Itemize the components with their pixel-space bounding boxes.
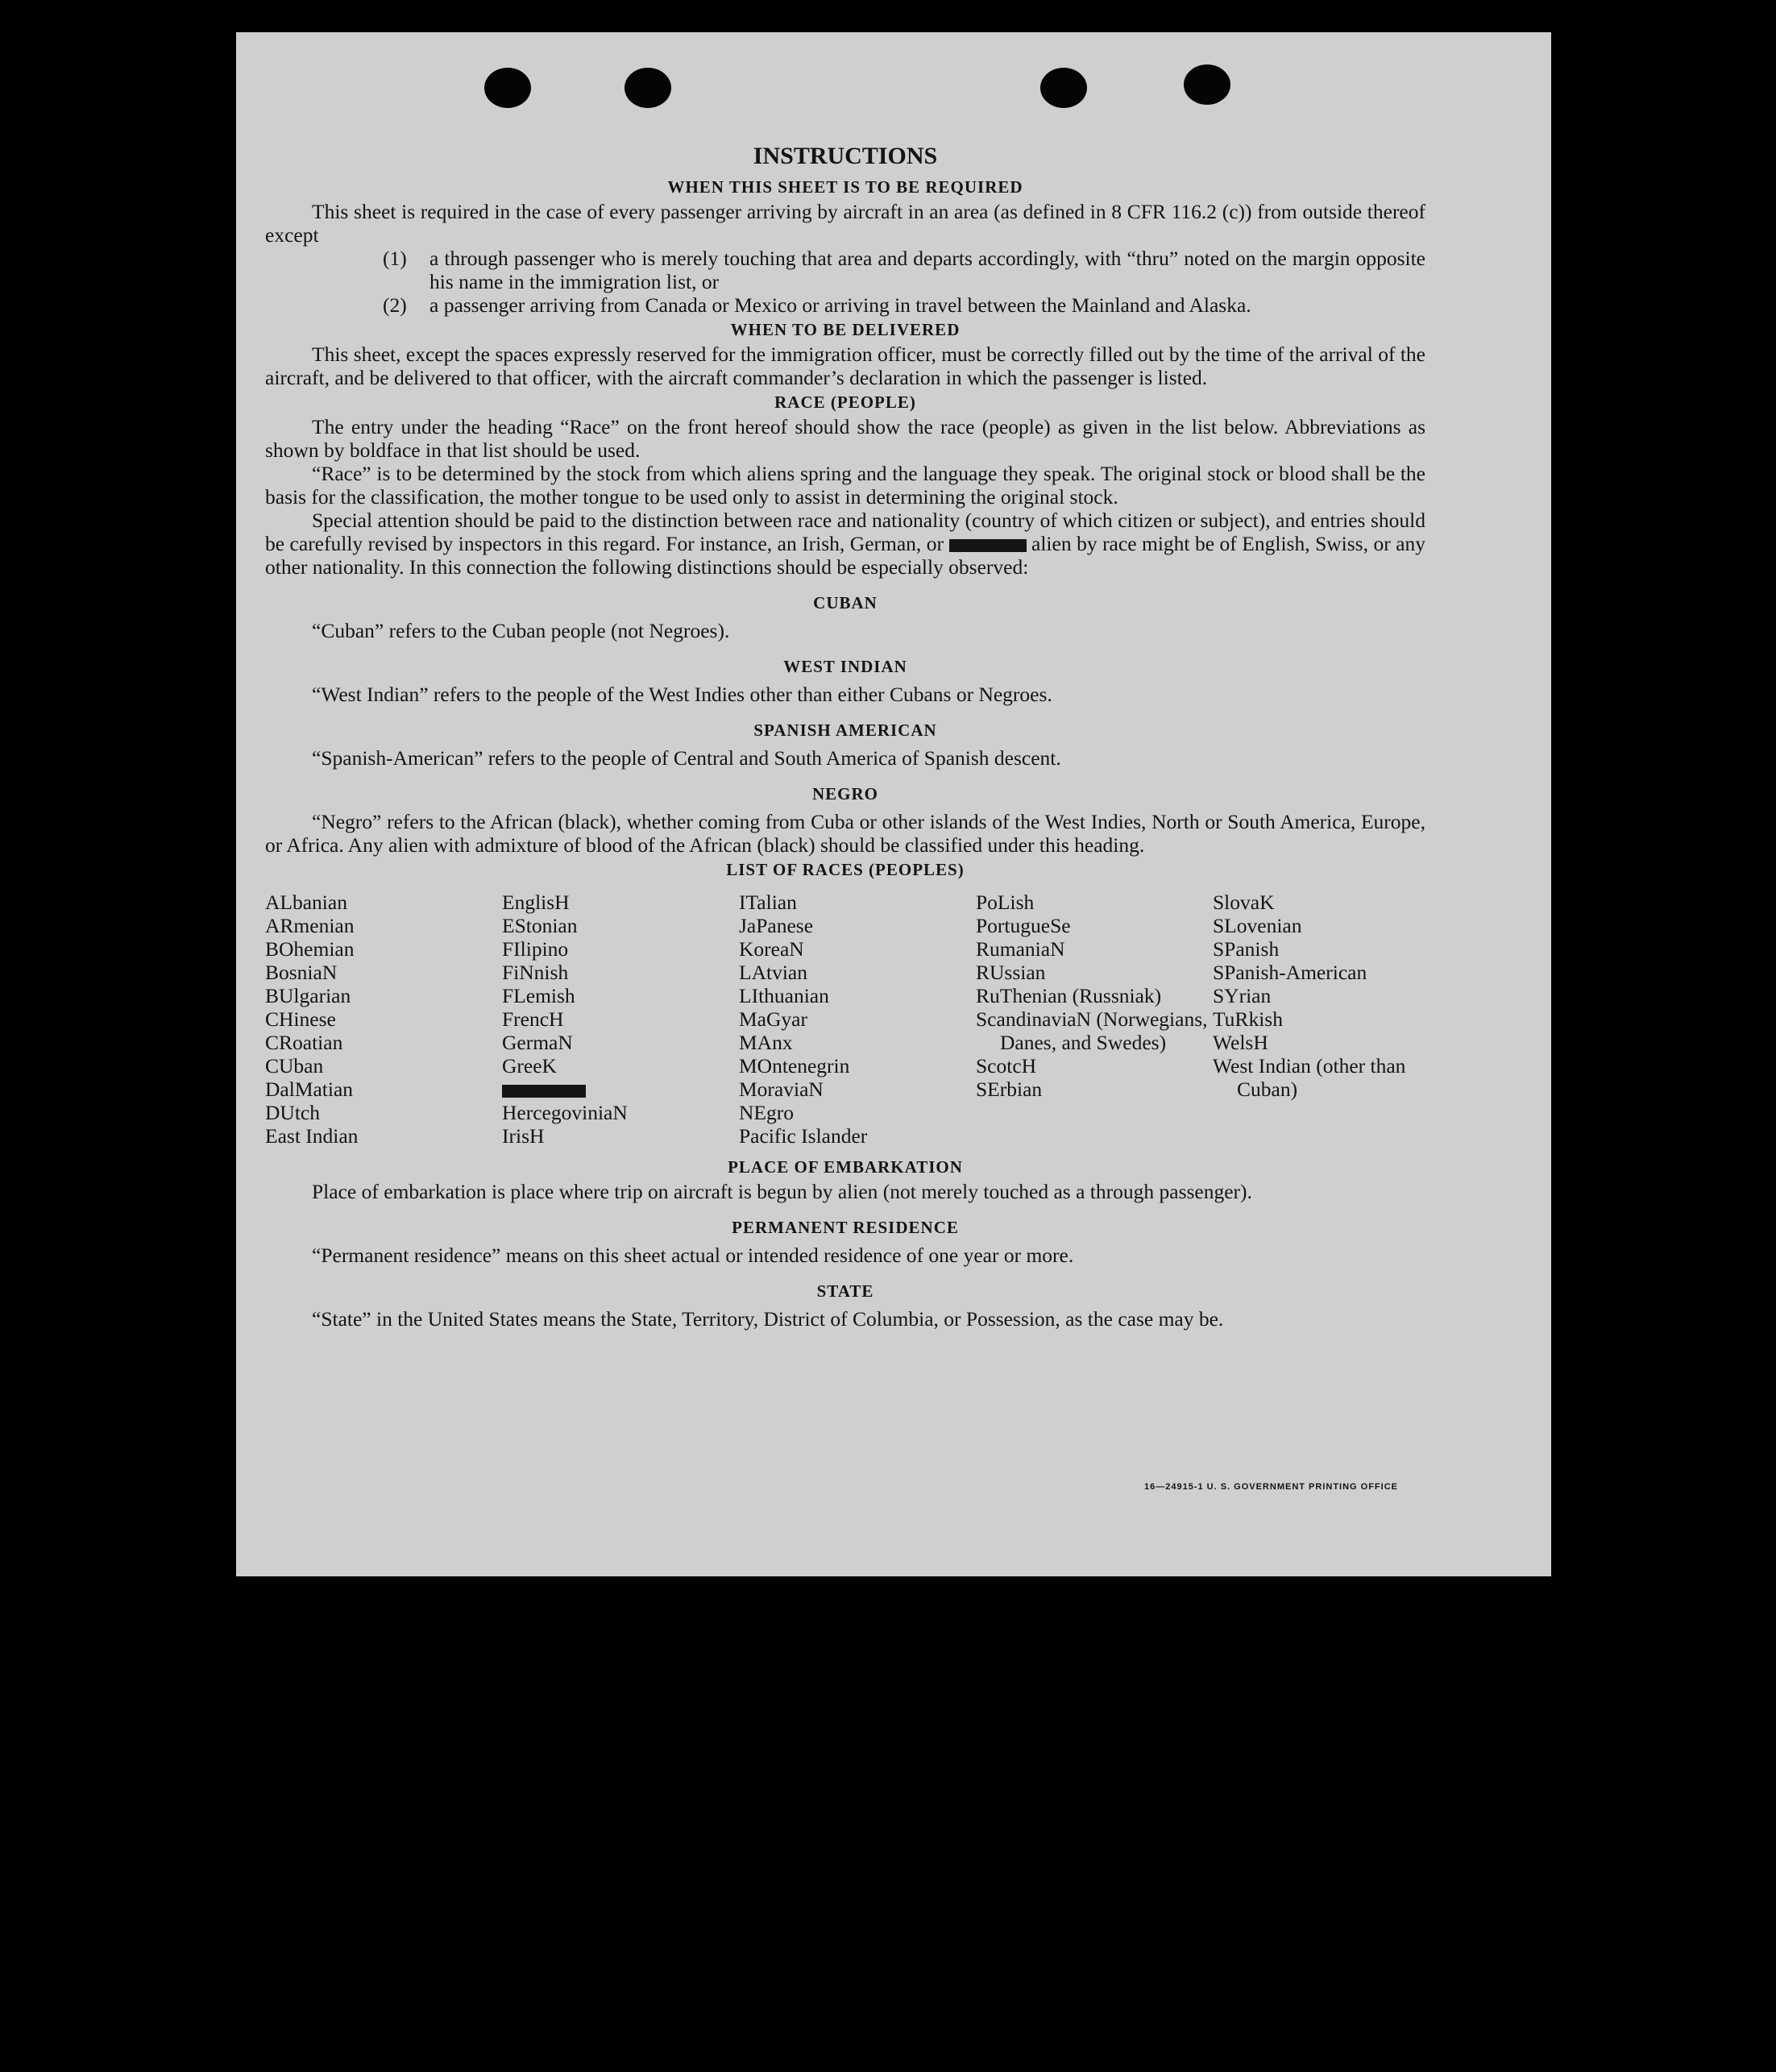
section-heading-west-indian: WEST INDIAN — [783, 657, 907, 676]
redaction-mark — [502, 1085, 586, 1098]
races-column — [976, 891, 1213, 1148]
paragraph-residence: “Permanent residence” means on this sheet actual or intended residence of one year or more. — [312, 1244, 1074, 1267]
race-item: PoLish — [976, 891, 1035, 914]
paragraph-west-indian: “West Indian” refers to the people of the West Indies other than either Cubans or Negroes. — [312, 683, 1052, 706]
paragraph-race-2: “Race” is to be determined by the stock from which aliens spring and the language they speak. The original stock or blood shall be the basis for the classification, the mother tongue to be used only to assist in determining the original stock. — [265, 462, 1425, 509]
paragraph-when-required: This sheet is required in the case of every passenger arriving by aircraft in an area (as defined in 8 CFR 116.2 (c)) from outside thereof except — [265, 200, 1425, 247]
race-item: ITalian — [739, 891, 797, 914]
printer-imprint: 16—24915-1 U. S. GOVERNMENT PRINTING OFFICE — [1143, 1482, 1398, 1492]
race-item: RuThenian (Russniak) — [976, 984, 1162, 1007]
page-title: INSTRUCTIONS — [753, 143, 938, 169]
race-item: MaGyar — [739, 1007, 807, 1031]
punch-hole — [1040, 68, 1087, 108]
race-item: MAnx — [739, 1031, 793, 1054]
race-item: GreeK — [502, 1054, 557, 1078]
punch-hole — [484, 68, 531, 108]
race-item: FLemish — [502, 984, 575, 1007]
redaction-mark — [949, 539, 1027, 552]
race-item-redacted — [502, 1078, 739, 1101]
race-item: SYrian — [1213, 984, 1272, 1007]
race-item: ALbanian — [265, 891, 347, 914]
races-column — [739, 891, 976, 1148]
paragraph-race-3b: alien by race might be of English, Swiss, or any other nationality. In this connection the following distinctions should be especially observed: — [265, 532, 1426, 579]
item-number: (2) — [383, 293, 407, 317]
punch-hole — [625, 68, 671, 108]
race-item: TuRkish — [1213, 1007, 1283, 1031]
race-item: SPanish-American — [1213, 961, 1367, 984]
section-heading-race: RACE (PEOPLE) — [774, 392, 916, 412]
section-heading-spanish-american: SPANISH AMERICAN — [753, 720, 937, 740]
race-item: ARmenian — [265, 914, 355, 937]
race-item: SlovaK — [1213, 891, 1275, 914]
race-item: WelsH — [1213, 1031, 1268, 1054]
race-item: ScotcH — [976, 1054, 1037, 1078]
section-heading-state: STATE — [816, 1281, 874, 1301]
document-page — [236, 32, 1551, 1576]
punch-hole — [1184, 64, 1230, 105]
race-item: East Indian — [265, 1124, 359, 1148]
paragraph-race-3a: Special attention should be paid to the distinction between race and nationality (country of which citizen or subject), and entries should be carefully revised by inspectors in this regard. For instance, an Irish, German, or — [265, 509, 1425, 555]
race-item: DUtch — [265, 1101, 320, 1124]
race-item: IrisH — [502, 1124, 545, 1148]
section-heading-when-required: WHEN THIS SHEET IS TO BE REQUIRED — [667, 177, 1023, 197]
paragraph-when-delivered: This sheet, except the spaces expressly reserved for the immigration officer, must be correctly filled out by the time of the arrival of the aircraft, and be delivered to that officer, with the aircraft commander’s declaration in which the passenger is listed. — [265, 343, 1425, 389]
item-number: (1) — [383, 247, 407, 270]
race-item: SErbian — [976, 1078, 1043, 1101]
race-item: FiNnish — [502, 961, 569, 984]
list-item — [265, 293, 1425, 317]
races-list — [265, 891, 1425, 1148]
race-item: HercegoviniaN — [502, 1101, 628, 1124]
paragraph-spanish-american: “Spanish-American” refers to the people of Central and South America of Spanish descent. — [312, 746, 1061, 770]
race-item: FrencH — [502, 1007, 564, 1031]
section-heading-when-delivered: WHEN TO BE DELIVERED — [730, 320, 961, 339]
race-item: GermaN — [502, 1031, 573, 1054]
item-text: a passenger arriving from Canada or Mexico or arriving in travel between the Mainland and Alaska. — [429, 293, 1251, 317]
list-item — [265, 247, 1425, 293]
race-item: DalMatian — [265, 1078, 354, 1101]
race-item: SLovenian — [1213, 914, 1302, 937]
paragraph-negro: “Negro” refers to the African (black), whether coming from Cuba or other islands of the West Indies, North or South America, Europe, or Africa. Any alien with admixture of blood of the African (black) should be classified under this heading. — [265, 810, 1425, 857]
document-body — [265, 140, 1425, 1331]
race-item: MoraviaN — [739, 1078, 824, 1101]
race-item: CHinese — [265, 1007, 336, 1031]
race-item: BosniaN — [265, 961, 338, 984]
section-heading-residence: PERMANENT RESIDENCE — [732, 1218, 959, 1237]
races-column — [265, 891, 502, 1148]
races-column — [502, 891, 739, 1148]
race-item: KoreaN — [739, 937, 804, 961]
paragraph-cuban: “Cuban” refers to the Cuban people (not Negroes). — [312, 619, 730, 642]
race-item: West Indian (other than Cuban) — [1213, 1054, 1406, 1101]
race-item: EStonian — [502, 914, 578, 937]
item-text: a through passenger who is merely touching that area and departs accordingly, with “thru” noted on the margin opposite his name in the immigration list, or — [429, 247, 1425, 293]
race-item: MOntenegrin — [739, 1054, 850, 1078]
section-heading-negro: NEGRO — [811, 784, 878, 803]
race-item: CUban — [265, 1054, 324, 1078]
races-column — [1213, 891, 1425, 1148]
race-item: BOhemian — [265, 937, 355, 961]
paragraph-race-3 — [265, 509, 1425, 579]
race-item: NEgro — [739, 1101, 794, 1124]
race-item: JaPanese — [739, 914, 814, 937]
race-item: BUlgarian — [265, 984, 351, 1007]
section-heading-embarkation: PLACE OF EMBARKATION — [728, 1157, 963, 1177]
section-heading-list-of-races: LIST OF RACES (PEOPLES) — [726, 860, 965, 879]
section-heading-cuban: CUBAN — [813, 593, 878, 612]
paragraph-race-1: The entry under the heading “Race” on the front hereof should show the race (people) as given in the list below. Abbreviations as shown by boldface in that list should be used. — [265, 415, 1425, 462]
race-item: RUssian — [976, 961, 1046, 984]
paragraph-embarkation: Place of embarkation is place where trip on aircraft is begun by alien (not merely touched as a through passenger). — [312, 1180, 1252, 1203]
race-item: LAtvian — [739, 961, 807, 984]
race-item: LIthuanian — [739, 984, 829, 1007]
race-item: PortugueSe — [976, 914, 1071, 937]
race-item: RumaniaN — [976, 937, 1065, 961]
race-item: SPanish — [1213, 937, 1280, 961]
race-item: ScandinaviaN (Norwegians, Danes, and Swedes) — [976, 1007, 1208, 1054]
race-item: Pacific Islander — [739, 1124, 868, 1148]
race-item: CRoatian — [265, 1031, 343, 1054]
race-item: EnglisH — [502, 891, 570, 914]
paragraph-state: “State” in the United States means the State, Territory, District of Columbia, or Possession, as the case may be. — [312, 1307, 1224, 1331]
race-item: FIlipino — [502, 937, 569, 961]
